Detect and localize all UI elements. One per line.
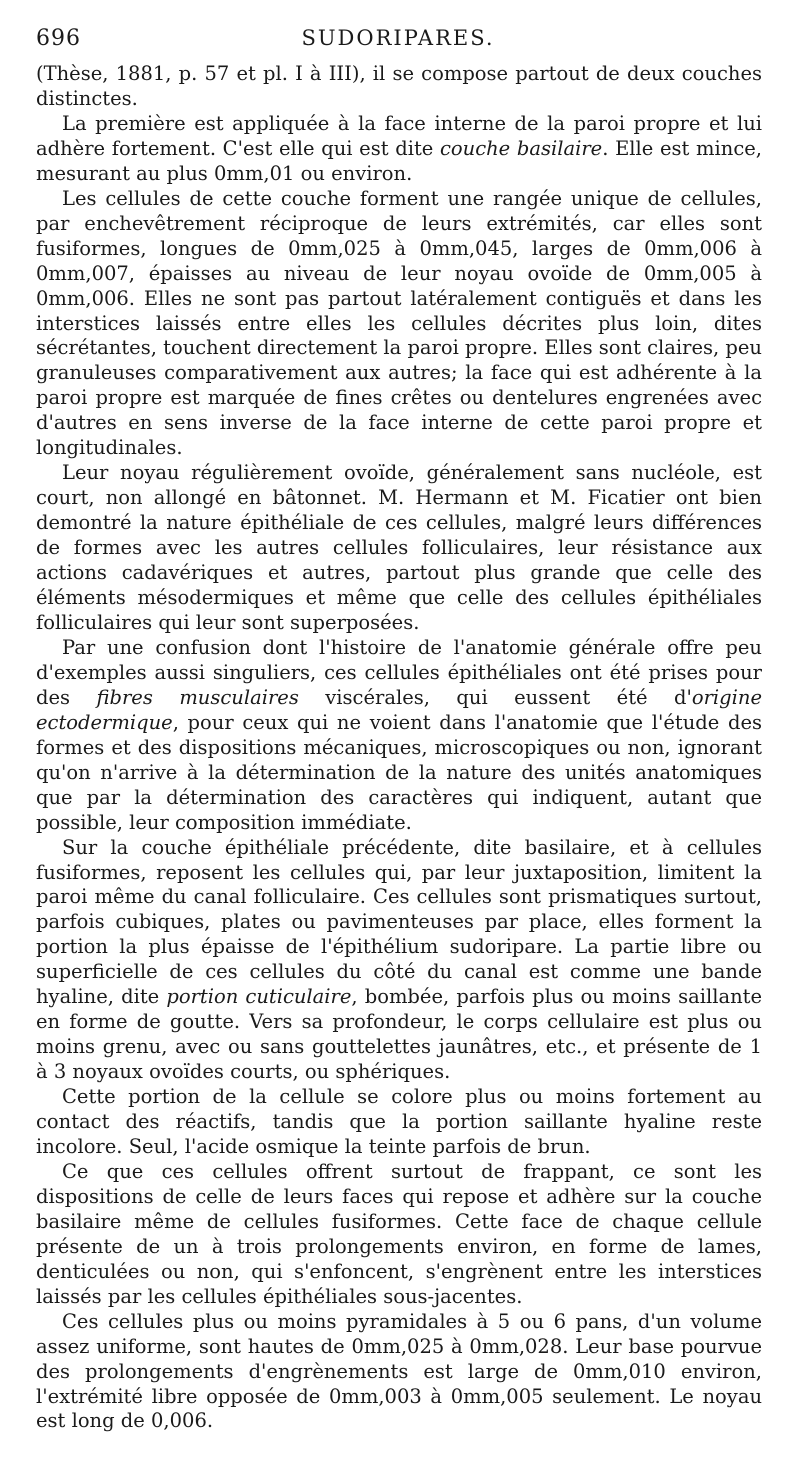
paragraph [36,187,762,461]
paragraph [36,836,762,1086]
italic-term: portion cuticulaire [166,985,352,1009]
paragraph [36,1310,762,1435]
italic-term: origine ectodermique [36,685,762,734]
italic-term: fibres musculaires [96,685,299,709]
text-segment: La première est appliquée à la face interne de la paroi propre et lui adhère fortement. C'est elle qui est dite [36,111,762,160]
page-header [36,26,760,56]
text-segment: . Elle est mince, mesurant au plus 0mm,01 ou environ. [36,136,762,185]
text-segment: Leur noyau régulièrement ovoïde, généralement sans nucléole, est court, non allongé en bâtonnet. M. Hermann et M. Ficatier ont bien demontré la nature épithéliale de ces cellules, malgré leurs différences de formes avec les autres cellules folliculaires, leur résistance aux actions cadavériques et autres, partout plus grande que celle des éléments mésodermiques et même que celle des cellules épithéliales folliculaires qui leur sont superposées. [36,461,762,634]
italic-term: couche basilaire [439,136,603,160]
text-segment: Ce que ces cellules offrent surtout de frappant, ce sont les dispositions de celle de leurs faces qui repose et adhère sur la couche basilaire même de cellules fusiformes. Cette face de chaque cellule présente de un à trois prolongements environ, en forme de lames, denticulées ou non, qui s'enfoncent, s'engrènent entre les interstices laissés par les cellules épithéliales sous-jacentes. [36,1159,762,1308]
text-segment: Sur la couche épithéliale précédente, dite basilaire, et à cellules fusiformes, reposent les cellules qui, par leur juxtaposition, limitent la paroi même du canal folliculaire. Ces cellules sont prismatiques surtout, parfois cubiques, plates ou pavimenteuses par place, elles forment la portion la plus épaisse de l'épithélium sudoripare. La partie libre ou superficielle de ces cellules du côté du canal est comme une bande hyaline, dite [36,835,762,1009]
text-segment: , bombée, parfois plus ou moins saillante en forme de goutte. Vers sa profondeur, le corps cellulaire est plus ou moins grenu, avec ou sans gouttelettes jaunâtres, etc., et présente de 1 à 3 noyaux ovoïdes courts, ou sphériques. [36,985,763,1084]
paragraph [36,461,762,636]
paragraph [36,1160,762,1310]
page-number: 696 [36,26,81,51]
paragraph [36,1085,762,1160]
paragraph [36,636,762,836]
text-segment: Ces cellules plus ou moins pyramidales à 5 ou 6 pans, d'un volume assez uniforme, sont hautes de 0mm,025 à 0mm,028. Leur base pourvue des prolongements d'engrènements est large de 0mm,010 environ, l'extrémité libre opposée de 0mm,003 à 0mm,005 seulement. Le noyau est long de 0,006. [36,1309,762,1433]
text-segment: Par une confusion dont l'histoire de l'anatomie générale offre peu d'exemples aussi singuliers, ces cellules épithéliales ont été prises pour des [36,635,762,709]
text-segment: Les cellules de cette couche forment une rangée unique de cellules, par enchevêtrement réciproque de leurs extrémités, car elles sont fusiformes, longues de 0mm,025 à 0mm,045, larges de 0mm,006 à 0mm,007, épaisses au niveau de leur noyau ovoïde de 0mm,005 à 0mm,006. Elles ne sont pas partout latéralement contiguës et dans les interstices laissés entre elles les cellules décrites plus loin, dites sécrétantes, touchent directement la paroi propre. Elles sont claires, peu granuleuses comparativement aux autres; la face qui est adhérente à la paroi propre est marquée de fines crêtes ou dentelures engrenées avec d'autres en sens inverse de la face interne de cette paroi propre et longitudinales. [36,186,762,460]
body-text [36,62,762,1434]
running-title: SUDORIPARES. [301,26,495,50]
text-segment: , pour ceux qui ne voient dans l'anatomie que l'étude des formes et des dispositions mécaniques, microscopiques ou non, ignorant qu'on n'arrive à la détermination de la nature des unités anatomiques que par la détermination des caractères qui indiquent, autant que possible, leur composition immédiate. [36,710,762,834]
text-segment: (Thèse, 1881, p. 57 et pl. I à III), il se compose partout de deux couches distinctes. [36,62,762,110]
text-segment: Cette portion de la cellule se colore plus ou moins fortement au contact des réactifs, tandis que la portion saillante hyaline reste incolore. Seul, l'acide osmique la teinte parfois de brun. [36,1085,762,1158]
paragraph [36,112,762,187]
text-segment: viscérales, qui eussent été d' [298,685,692,709]
paragraph [36,62,762,112]
